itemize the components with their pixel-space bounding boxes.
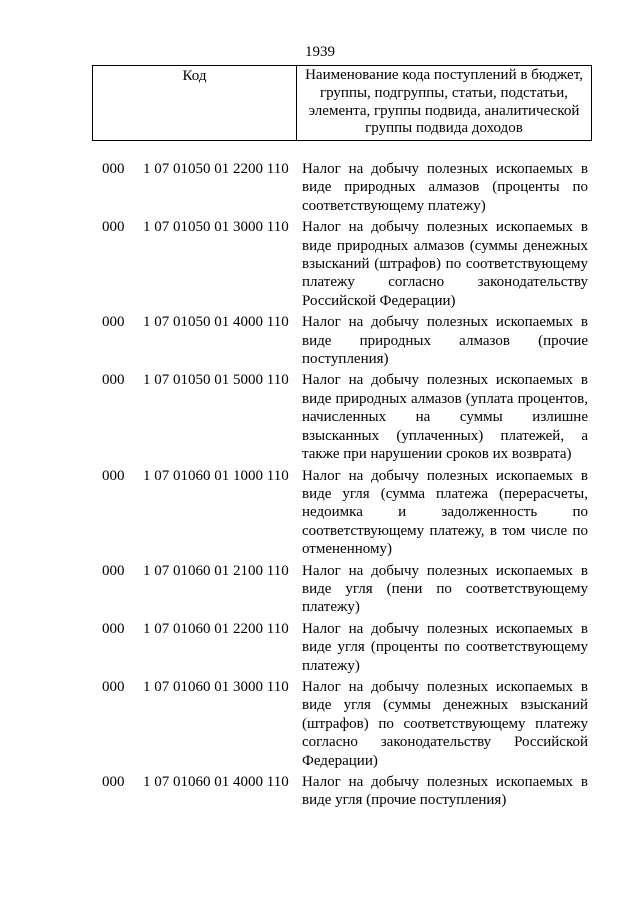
row-revenue-name: Налог на добычу полезных ископаемых в виде угля (сумма платежа (перерасчеты, недоимка и задолженность по соответствующему платежу, в том числе по отмененному) — [302, 467, 588, 558]
table-row — [0, 313, 640, 368]
row-revenue-code: 1 07 01050 01 4000 110 — [143, 314, 289, 331]
row-revenue-code: 1 07 01060 01 2100 110 — [143, 562, 289, 579]
table-row — [0, 620, 640, 675]
row-admin-code: 000 — [102, 161, 125, 177]
row-revenue-code: 1 07 01060 01 1000 110 — [143, 467, 289, 484]
row-revenue-name: Налог на добычу полезных ископаемых в виде угля (проценты по соответствующему платежу) — [302, 620, 588, 674]
row-revenue-code: 1 07 01050 01 3000 110 — [143, 219, 289, 236]
table-header — [92, 65, 592, 141]
row-revenue-code: 1 07 01060 01 2200 110 — [143, 620, 289, 637]
table-row — [0, 218, 640, 310]
row-admin-code: 000 — [102, 774, 125, 790]
table-row — [0, 160, 640, 215]
row-revenue-name: Налог на добычу полезных ископаемых в виде природных алмазов (прочие поступления) — [302, 314, 588, 368]
row-revenue-code: 1 07 01050 01 2200 110 — [143, 161, 289, 177]
row-admin-code: 000 — [102, 678, 125, 695]
row-admin-code: 000 — [102, 467, 125, 484]
row-admin-code: 000 — [102, 620, 125, 637]
row-revenue-name: Налог на добычу полезных ископаемых в виде угля (пени по соответствующему платежу) — [302, 562, 588, 616]
row-revenue-code: 1 07 01050 01 5000 110 — [143, 372, 289, 389]
page-number: 1939 — [305, 44, 335, 60]
table-row — [0, 678, 640, 770]
row-revenue-code: 1 07 01060 01 4000 110 — [143, 774, 289, 790]
table-body — [0, 160, 640, 813]
row-admin-code: 000 — [102, 219, 125, 236]
row-revenue-name: Налог на добычу полезных ископаемых в виде природных алмазов (суммы денежных взысканий (штрафов) по соответствующему платежу согласно законодательству Российской Федерации) — [302, 219, 588, 309]
table-row — [0, 467, 640, 559]
row-revenue-name: Налог на добычу полезных ископаемых в виде угля (суммы денежных взысканий (штрафов) по соответствующему платежу согласно законодательству Российской Федерации) — [302, 678, 588, 769]
table-row — [0, 371, 640, 463]
header-name-label: Наименование кода поступлений в бюджет, группы, подгруппы, статьи, подстатьи, элемента, группы подвида, аналитической группы подвида доходов — [305, 67, 583, 137]
row-revenue-name: Налог на добычу полезных ископаемых в виде природных алмазов (проценты по соответствующему платежу) — [302, 161, 588, 214]
row-revenue-name: Налог на добычу полезных ископаемых в виде природных алмазов (уплата процентов, начисленных на суммы излишне взысканных (уплаченных) платежей, а также при нарушении сроков их возврата) — [302, 372, 588, 463]
table-row — [0, 773, 640, 810]
row-admin-code: 000 — [102, 562, 125, 579]
row-revenue-code: 1 07 01060 01 3000 110 — [143, 678, 289, 695]
row-revenue-name: Налог на добычу полезных ископаемых в виде угля (прочие поступления) — [302, 774, 588, 809]
row-admin-code: 000 — [102, 372, 125, 389]
row-admin-code: 000 — [102, 314, 125, 331]
table-row — [0, 562, 640, 617]
header-code-label: Код — [93, 66, 297, 140]
